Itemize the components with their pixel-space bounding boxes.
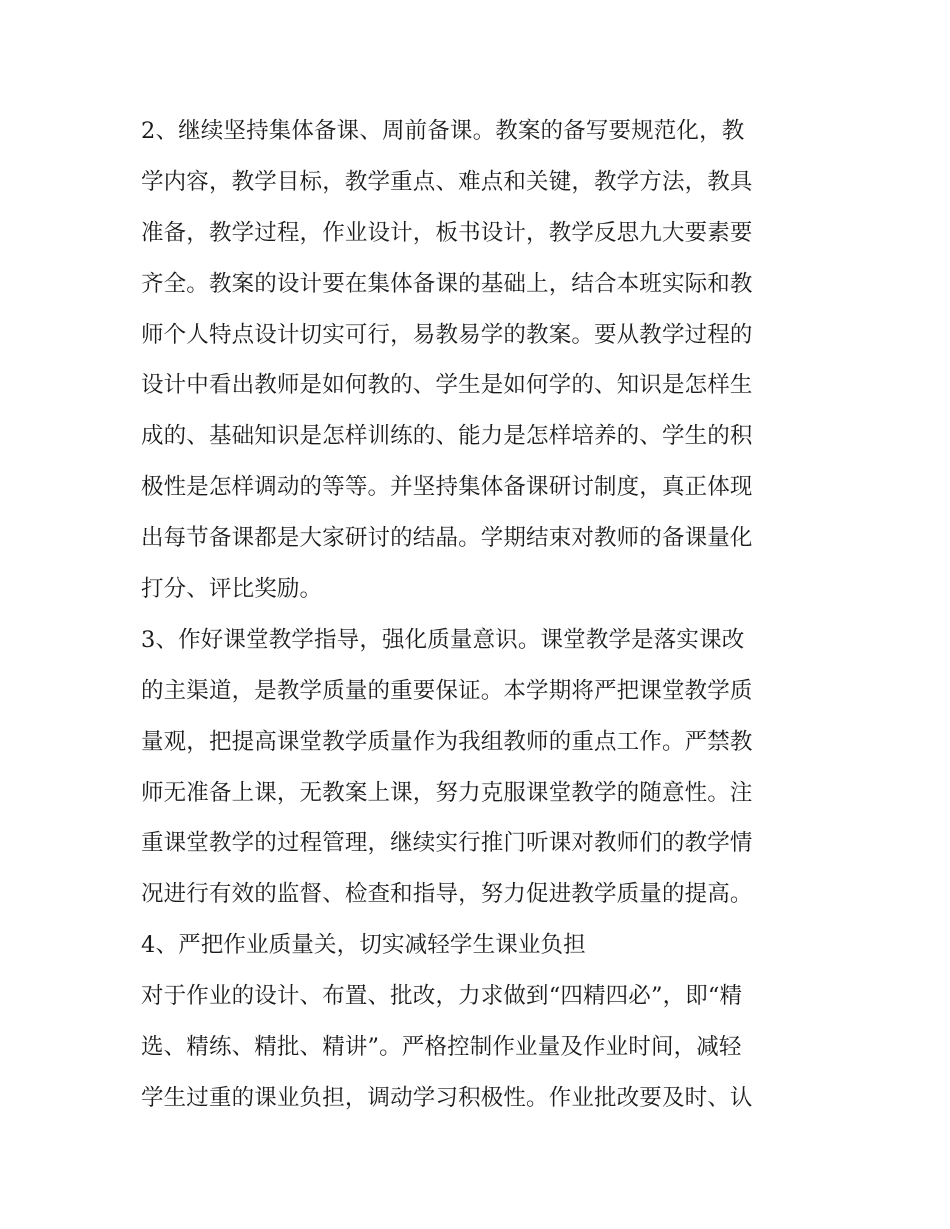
text-line: 出每节备课都是大家研讨的结晶。学期结束对教师的备课量化 <box>141 525 753 552</box>
text-line: 学生过重的课业负担，调动学习积极性。作业批改要及时、认 <box>141 1084 753 1111</box>
text-line: 准备，教学过程，作业设计，板书设计，教学反思九大要素要 <box>141 219 753 246</box>
text-line: 对于作业的设计、布置、批改，力求做到“四精四必”，即“精 <box>141 983 743 1010</box>
text-line: 2、继续坚持集体备课、周前备课。教案的备写要规范化，教 <box>141 118 745 144</box>
text-line: 齐全。教案的设计要在集体备课的基础上，结合本班实际和教 <box>141 270 753 297</box>
text-line: 极性是怎样调动的等等。并坚持集体备课研讨制度，真正体现 <box>141 474 753 501</box>
text-line: 的主渠道，是教学质量的重要保证。本学期将严把课堂教学质 <box>141 677 753 704</box>
text-line: 4、严把作业质量关，切实减轻学生课业负担 <box>141 932 586 959</box>
text-line: 量观，把提高课堂教学质量作为我组教师的重点工作。严禁教 <box>141 728 753 755</box>
document-body <box>141 106 821 1124</box>
text-line: 学内容，教学目标，教学重点、难点和关键，教学方法，教具 <box>141 168 753 195</box>
text-line: 师个人特点设计切实可行，易教易学的教案。要从教学过程的 <box>141 321 753 348</box>
text-line: 成的、基础知识是怎样训练的、能力是怎样培养的、学生的积 <box>141 423 753 450</box>
text-line: 师无准备上课，无教案上课，努力克服课堂教学的随意性。注 <box>141 779 753 806</box>
text-line: 设计中看出教师是如何教的、学生是如何学的、知识是怎样生 <box>141 372 753 399</box>
text-line: 3、作好课堂教学指导，强化质量意识。课堂教学是落实课改 <box>141 626 745 653</box>
text-line: 选、精练、精批、精讲”。严格控制作业量及作业时间，减轻 <box>141 1034 742 1061</box>
text-line: 况进行有效的监督、检查和指导，努力促进教学质量的提高。 <box>141 881 753 908</box>
text-line: 打分、评比奖励。 <box>141 576 323 603</box>
text-line: 重课堂教学的过程管理，继续实行推门听课对教师们的教学情 <box>141 830 753 857</box>
